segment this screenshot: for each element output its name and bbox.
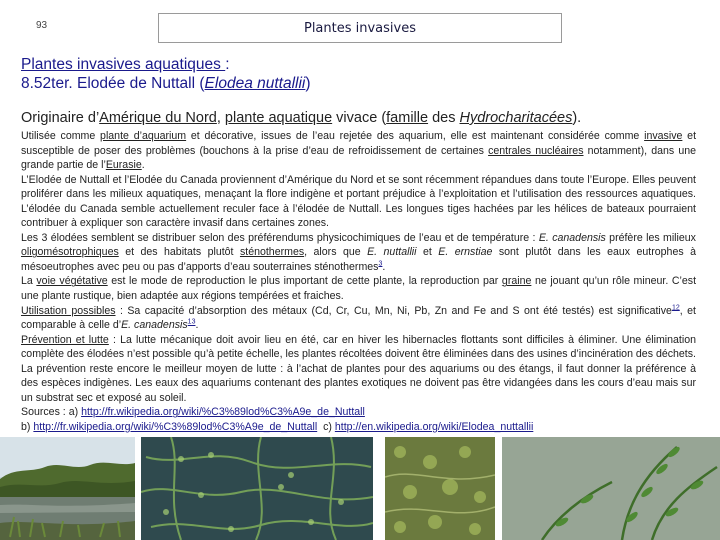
text-run: et [416, 246, 439, 259]
species-name: E. nuttallii [367, 246, 417, 259]
footnote-ref-3[interactable]: 3 [378, 260, 383, 268]
link-stenothermal[interactable]: sténothermes [239, 246, 305, 259]
section-heading [21, 55, 701, 93]
link-possible-uses[interactable]: Utilisation possibles [21, 304, 116, 317]
origin-text: , [216, 110, 225, 126]
photo-elodea-stems [502, 437, 720, 540]
origin-text: vivace ( [332, 110, 387, 126]
photo-river-landscape [0, 437, 135, 540]
heading-line-species [21, 74, 701, 93]
species-name: E. ernstiae [438, 246, 493, 259]
link-vegetative-reproduction[interactable]: voie végétative [36, 275, 108, 288]
sources-label: Sources : a) [21, 406, 82, 419]
body-text [21, 129, 696, 434]
sources-label-b: b) [21, 420, 34, 433]
link-aquarium-plant[interactable]: plante d’aquarium [100, 130, 187, 142]
text-run: . [382, 260, 386, 273]
text-run: La [21, 275, 37, 288]
origin-link-aquatic-plant[interactable]: plante aquatique [224, 110, 333, 126]
source-link-a[interactable]: http://fr.wikipedia.org/wiki/%C3%89lod%C3%A9e_de_Nuttall [81, 406, 365, 419]
paragraph-reproduction [21, 274, 696, 303]
link-prevention[interactable]: Prévention et lutte [21, 333, 109, 346]
text-run: Les 3 élodées semblent se distribuer selon des préférendums physicochimiques de l’eau et de température : [21, 231, 539, 244]
text-run: , et comparable à celle d’ [21, 304, 696, 332]
text-run: Utilisée comme [21, 130, 101, 142]
text-run: . [195, 319, 199, 332]
paragraph-distribution [21, 231, 696, 275]
text-run: : Sa capacité d’absorption des métaux (Cd, Cr, Cu, Mn, Ni, Pb, Zn and Fe and S ont été testés) est significative [115, 304, 672, 317]
origin-text: ). [572, 110, 582, 126]
text-run: et décorative, issues de l’eau rejetée des aquarium, elle est maintenant considérée comme [186, 130, 645, 142]
origin-line [21, 109, 711, 127]
heading-category-link[interactable]: Plantes invasives aquatiques [21, 56, 226, 73]
footnote-ref-12[interactable]: 12 [671, 304, 680, 312]
origin-text: des [428, 110, 460, 126]
text-run: et susceptible de poser des problèmes (bouchons à la prise d’eau de refroidissement de certaines [21, 130, 697, 157]
page-title-box [158, 13, 562, 43]
text-run: : La lutte mécanique doit avoir lieu en été, car en hiver les hibernacles flottants sont difficiles à éliminer. Une élimination complète des élodées n’est possible qu’à petite échelle, les plantes récoltées doivent être éliminées dans des usines d’incinération des déchets. La prévention reste encore le meilleur moyen de lutte : à l’achat de plantes pour des aquariums ou des étangs, il faut donner la préférence à des espèces indigènes. Les eaux des aquariums contenant des plantes exotiques ne doivent pas être vidangées dans les cours d’eau mais sur un substrat sec et exposé au soleil. [21, 333, 696, 404]
text-run: notamment), dans une grande partie de l’ [21, 144, 696, 172]
species-name: E. canadensis [538, 231, 606, 244]
sources-line-2 [21, 420, 696, 435]
species-name: E. canadensis [121, 319, 188, 332]
photo-strip [0, 437, 720, 540]
text-run: ne jouant qu’un rôle mineur. C’est une plante rustique, bien adaptée aux régions tempérées et fraiches. [21, 275, 697, 303]
photo-elodea-submerged [141, 437, 373, 540]
text-run: et des habitats plutôt [118, 246, 240, 259]
link-nuclear-plants[interactable]: centrales nucléaires [488, 144, 584, 157]
page-number: 93 [36, 20, 48, 31]
paragraph-spread: L’Elodée de Nuttall et l’Elodée du Canada proviennent d’Amérique du Nord et se sont récemment répandues dans toute l’Europe. Elles peuvent proliférer dans les milieux aquatiques, menaçant la flore indigène et portant préjudice à l’exploitation et l’utilisation des ressources aquatiques. L’élodée du Canada semble actuellement reculer face à l’élodée de Nuttall. Les longues tiges hachées par les hélices de bateaux pourraient contribuer à expliquer son caractère invasif dans certaines zones. [21, 173, 696, 230]
text-run: , alors que [304, 246, 368, 259]
heading-species-suffix: ) [305, 75, 311, 92]
sources-label-c: c) [317, 420, 335, 433]
text-run: sont plutôt dans les eaux eutrophes à mésoeutrophes avec peu ou pas d’apports d’eau souterraines sténothermes [21, 246, 696, 273]
sources-line-1 [21, 405, 696, 420]
heading-species-prefix: 8.52ter. Elodée de Nuttall ( [21, 75, 205, 92]
link-eurasia[interactable]: Eurasie [105, 159, 142, 172]
link-invasive[interactable]: invasive [644, 130, 683, 142]
origin-link-north-america[interactable]: Amérique du Nord [99, 110, 217, 126]
origin-link-hydrocharitaceae[interactable]: Hydrocharitacées [459, 110, 573, 126]
paragraph-usage [21, 129, 696, 173]
text-run: . [141, 159, 145, 172]
page-title: Plantes invasives [303, 20, 417, 36]
text-run: est le mode de reproduction le plus important de cette plante, la reproduction par [107, 275, 502, 288]
footnote-ref-13[interactable]: 13 [187, 318, 196, 326]
heading-colon: : [225, 56, 230, 73]
paragraph-possible-uses [21, 304, 696, 333]
origin-link-family[interactable]: famille [386, 110, 429, 126]
origin-text: Originaire d’ [21, 110, 100, 126]
photo-elodea-mat [385, 437, 495, 540]
paragraph-prevention [21, 333, 696, 406]
source-link-c[interactable]: http://en.wikipedia.org/wiki/Elodea_nuttallii [334, 420, 534, 433]
heading-line-category [21, 55, 701, 74]
link-oligomesotrophic[interactable]: oligomésotrophiques [21, 246, 119, 259]
source-link-b[interactable]: http://fr.wikipedia.org/wiki/%C3%89lod%C3%A9e_de_Nuttall [33, 420, 318, 433]
text-run: préfère les milieux [605, 231, 696, 244]
heading-scientific-name-link[interactable]: Elodea nuttallii [204, 75, 306, 92]
link-seed[interactable]: graine [501, 275, 532, 288]
